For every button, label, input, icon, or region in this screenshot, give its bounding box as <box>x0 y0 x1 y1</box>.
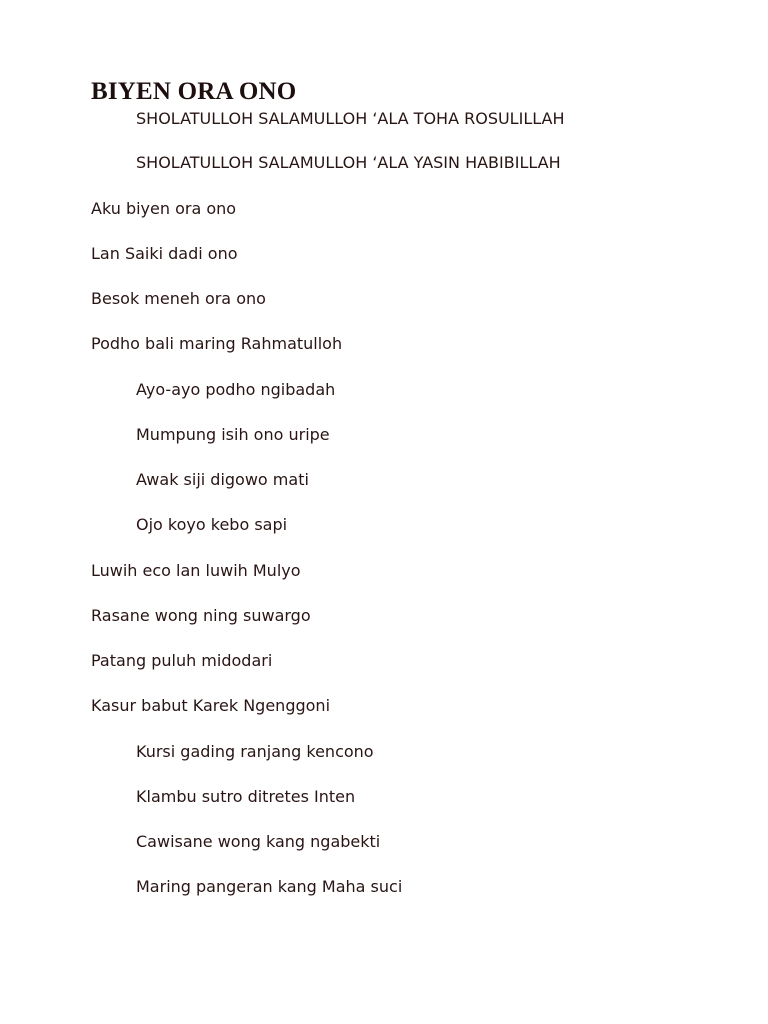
refrain-line-1: SHOLATULLOH SALAMULLOH ‘ALA TOHA ROSULILLAH <box>136 109 565 128</box>
verse-line-indented: Cawisane wong kang ngabekti <box>136 832 381 851</box>
verse-line: Rasane wong ning suwargo <box>91 606 311 625</box>
verse-line: Besok meneh ora ono <box>91 289 266 308</box>
verse-line: Kasur babut Karek Ngenggoni <box>91 696 331 715</box>
verse-line-indented: Maring pangeran kang Maha suci <box>136 877 403 896</box>
verse-line: Patang puluh midodari <box>91 651 273 670</box>
verse-line-indented: Klambu sutro ditretes Inten <box>136 787 356 806</box>
verse-line: Lan Saiki dadi ono <box>91 244 238 263</box>
refrain-line-2: SHOLATULLOH SALAMULLOH ‘ALA YASIN HABIBILLAH <box>136 153 561 172</box>
verse-line-indented: Ojo koyo kebo sapi <box>136 515 288 534</box>
verse-line-indented: Ayo-ayo podho ngibadah <box>136 380 336 399</box>
verse-line-indented: Mumpung isih ono uripe <box>136 425 330 444</box>
document-title: BIYEN ORA ONO <box>91 78 297 105</box>
verse-line-indented: Awak siji digowo mati <box>136 470 309 489</box>
verse-line: Aku biyen ora ono <box>91 199 237 218</box>
verse-line: Podho bali maring Rahmatulloh <box>91 334 343 353</box>
verse-line-indented: Kursi gading ranjang kencono <box>136 742 374 761</box>
verse-line: Luwih eco lan luwih Mulyo <box>91 561 301 580</box>
